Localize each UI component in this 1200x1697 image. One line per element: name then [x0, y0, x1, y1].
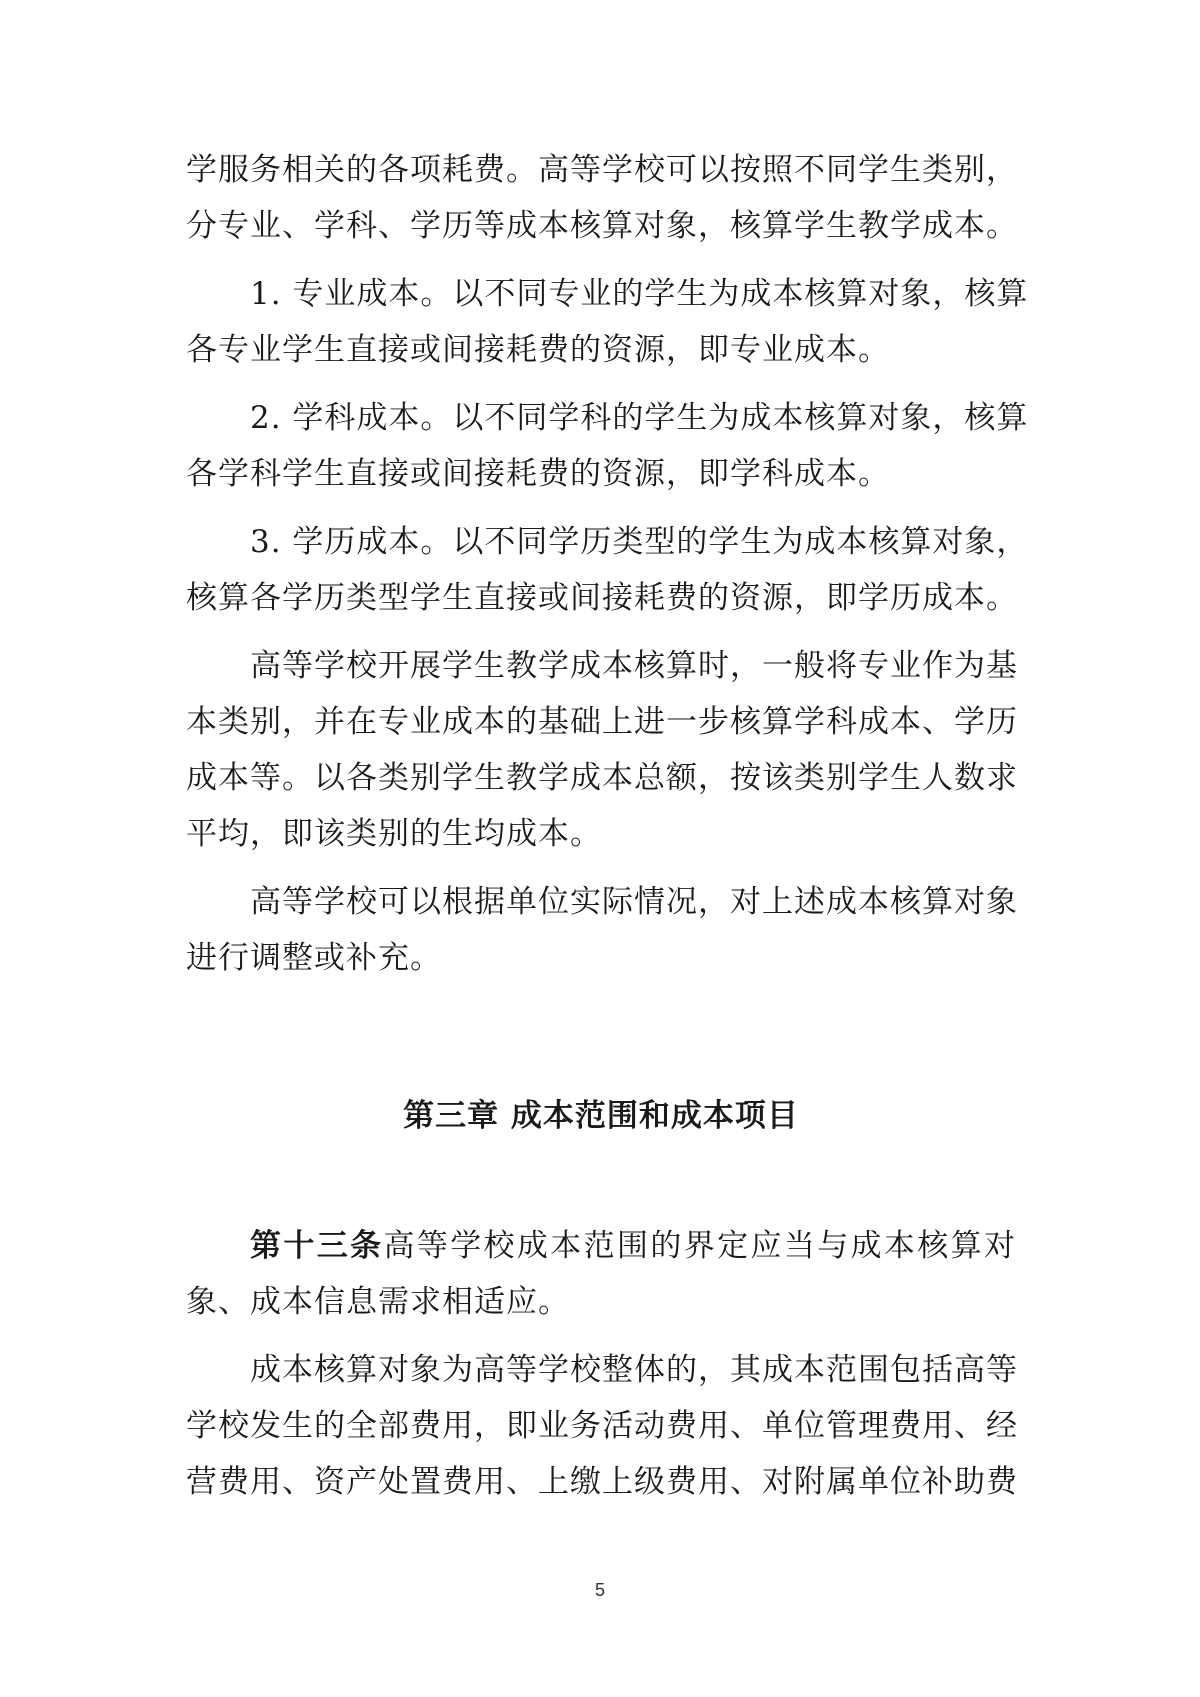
article-first-line-text: 高等学校成本范围的界定应当与成本核算对: [383, 1228, 1017, 1264]
paragraph-continuation: [186, 142, 1016, 254]
text-line: 平均，即该类别的生均成本。: [186, 816, 602, 852]
text-line: 1. 专业成本。以不同专业的学生为成本核算对象，核算: [250, 276, 1029, 312]
chapter-heading: 第三章 成本范围和成本项目: [403, 1098, 799, 1134]
text-line: 进行调整或补充。: [186, 940, 442, 976]
paragraph-discipline-cost: [186, 390, 1029, 502]
text-line: 高等学校可以根据单位实际情况，对上述成本核算对象: [250, 884, 1018, 920]
text-line: 核算各学历类型学生直接或间接耗费的资源，即学历成本。: [186, 580, 1018, 616]
text-line: 成本核算对象为高等学校整体的，其成本范围包括高等: [250, 1352, 1018, 1388]
document-body: [186, 142, 1029, 1522]
text-line: 分专业、学科、学历等成本核算对象，核算学生教学成本。: [186, 208, 1018, 244]
text-line: 学校发生的全部费用，即业务活动费用、单位管理费用、经: [186, 1408, 1018, 1444]
text-line: 营费用、资产处置费用、上缴上级费用、对附属单位补助费: [186, 1464, 1018, 1500]
text-line: 成本等。以各类别学生教学成本总额，按该类别学生人数求: [186, 760, 1018, 796]
text-line: 3. 学历成本。以不同学历类型的学生为成本核算对象，: [250, 524, 1029, 560]
text-line: [186, 1218, 1016, 1274]
text-line: 各专业学生直接或间接耗费的资源，即专业成本。: [186, 332, 890, 368]
text-line: 2. 学科成本。以不同学科的学生为成本核算对象，核算: [250, 400, 1029, 436]
text-line: 各学科学生直接或间接耗费的资源，即学科成本。: [186, 456, 890, 492]
paragraph-adjustment: [186, 874, 1016, 986]
text-line: 象、成本信息需求相适应。: [186, 1284, 570, 1320]
page-number: 5: [594, 1580, 605, 1600]
paragraph-cost-scope: [186, 1342, 1016, 1510]
article-label: 第十三条: [250, 1228, 384, 1264]
text-line: 本类别，并在专业成本的基础上进一步核算学科成本、学历: [186, 704, 1018, 740]
paragraph-degree-cost: [186, 514, 1029, 626]
text-line: 学服务相关的各项耗费。高等学校可以按照不同学生类别，: [186, 152, 1018, 188]
paragraph-major-cost: [186, 266, 1029, 378]
text-line: 高等学校开展学生教学成本核算时，一般将专业作为基: [250, 648, 1018, 684]
article-thirteen: [186, 1218, 1016, 1330]
paragraph-teaching-cost-method: [186, 638, 1016, 862]
